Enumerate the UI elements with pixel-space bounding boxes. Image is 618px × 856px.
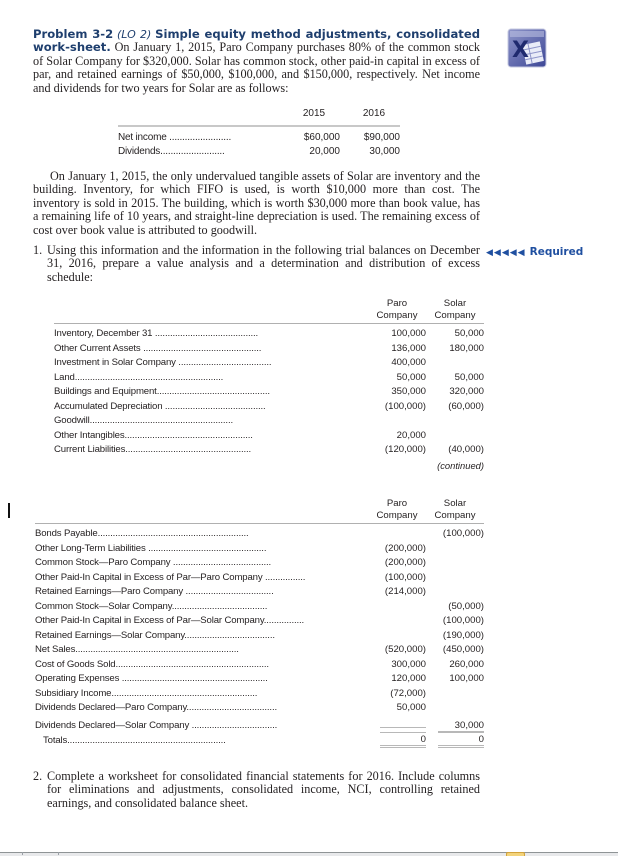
problem-intro-text: On January 1, 2015, Paro Company purchases 80% of the common stock of Solar Company for $320,000. Solar has common stock, other paid-in capital in excess of par, and retained earnings of $50,000, $100,000, and $150,000, respectively. Net income and dividends for two years for Solar are as follows: [33,40,481,95]
learning-objective: (LO 2) [117,28,152,41]
svg-text:X: X [512,38,529,63]
trial-balance-part-1 [54,292,484,471]
table-row: Goodwill......................................................... [54,415,233,426]
table-row: Other Current Assets ............................................... 136,000 180,000 [54,342,484,354]
toolbar-highlight-button[interactable] [506,852,525,856]
solar-income-table [118,108,400,159]
table-row: Retained Earnings—Solar Company.................................... (190,000) [35,629,484,641]
text-cursor [8,503,10,518]
table-row: Other Long-Term Liabilities ............................................... (200,000) [35,542,426,554]
table-row: Bonds Payable............................................................ (100,000) [35,528,484,539]
problem-number: Problem 3-2 [33,27,114,41]
excel-icon[interactable] [506,27,548,69]
subtotal-line [380,717,426,728]
table-row: Inventory, December 31 ......................................... 100,000 50,000 [54,328,484,339]
value-2016: $90,000 [363,132,400,143]
trial-balance-header [54,292,484,324]
table-row: Cost of Goods Sold............................................................. 300,000 260,000 [35,658,484,670]
table-row: Land........................................................... 50,000 50,000 [54,371,484,383]
trial-balance-part-2 [35,492,484,749]
value-2015: $60,000 [303,132,340,143]
income-table-header [118,108,400,127]
table-row: Common Stock—Solar Company...................................... (50,000) [35,600,484,612]
continued-note: (continued) [437,459,484,471]
column-paro: Paro Company [376,298,418,321]
trial-balance-header [35,492,484,524]
requirement-text: Using this information and the information in the following trial balances on December 31, 2016, prepare a value analysis and a determination and distribution of excess schedule: [47,243,480,284]
table-row: Investment in Solar Company ..................................... 400,000 [54,357,426,368]
left-arrows-icon: ◀◀◀◀◀ [486,248,526,258]
column-2015: 2015 [302,108,326,119]
column-solar: Solar Company [434,298,476,321]
requirement-1 [33,244,480,284]
table-row [118,132,400,145]
problem-intro [33,28,480,95]
requirement-number: 1. [33,243,43,257]
table-row: Dividends Declared—Paro Company.................................... 50,000 [35,702,426,713]
table-row: Operating Expenses .......................................................... 120,000 100,000 [35,673,484,684]
table-row: Buildings and Equipment............................................. 350,000 320,000 [54,386,484,397]
requirement-text: Complete a worksheet for consolidated financial statements for 2016. Include columns for eliminations and adjustments, consolidated income, NCI, controlling retained earnings, and consolidated balance sheet. [47,769,480,810]
totals-row: Totals............................................................... 0 0 [35,731,484,749]
row-label: Dividends......................... [118,146,225,157]
table-row: Retained Earnings—Paro Company ................................... (214,000) [35,586,426,597]
column-solar: Solar Company [434,498,476,521]
table-row: Current Liabilities.................................................. (120,000) (40,000) [54,444,484,455]
requirement-number: 2. [33,769,43,783]
table-row: Subsidiary Income.......................................................... (72,000) [35,687,426,699]
table-row: Dividends Declared—Solar Company .................................. 30,000 [35,717,484,732]
requirement-2 [33,770,480,810]
row-label: Net income ........................ [118,132,232,143]
table-row: Accumulated Depreciation ........................................ (100,000) (60,000) [54,400,484,412]
table-row: Other Intangibles................................................... 20,000 [54,429,426,441]
value-2015: 20,000 [309,146,340,157]
total-paro: 0 [380,732,426,748]
table-row: Other Paid-In Capital in Excess of Par—Solar Company................ (100,000) [35,615,484,626]
bottom-toolbar [0,852,618,856]
problem-title: Simple equity method adjustments, consolidated work-sheet. [33,27,481,55]
total-solar: 0 [438,732,484,748]
table-row: Common Stock—Paro Company ....................................... (200,000) [35,557,426,568]
table-row [118,146,400,159]
table-row: Other Paid-In Capital in Excess of Par—Paro Company ................ (100,000) [35,571,426,583]
table-row: Net Sales................................................................. (520,000) (450,000) [35,644,484,655]
column-paro: Paro Company [376,498,418,521]
required-link[interactable] [486,246,583,258]
value-2016: 30,000 [369,146,400,157]
column-2016: 2016 [362,108,386,119]
required-label: Required [529,246,584,258]
undervalued-assets-paragraph: On January 1, 2015, the only undervalued tangible assets of Solar are inventory and the building. Inventory, for which FIFO is used, is worth $10,000 more than cost. The inventory is sold in 2015. The building, which is worth $30,000 more than book value, has a remaining life of 10 years, and straight-line depreciation is used. The remaining excess of cost over book value is attributed to goodwill. [33,169,480,237]
